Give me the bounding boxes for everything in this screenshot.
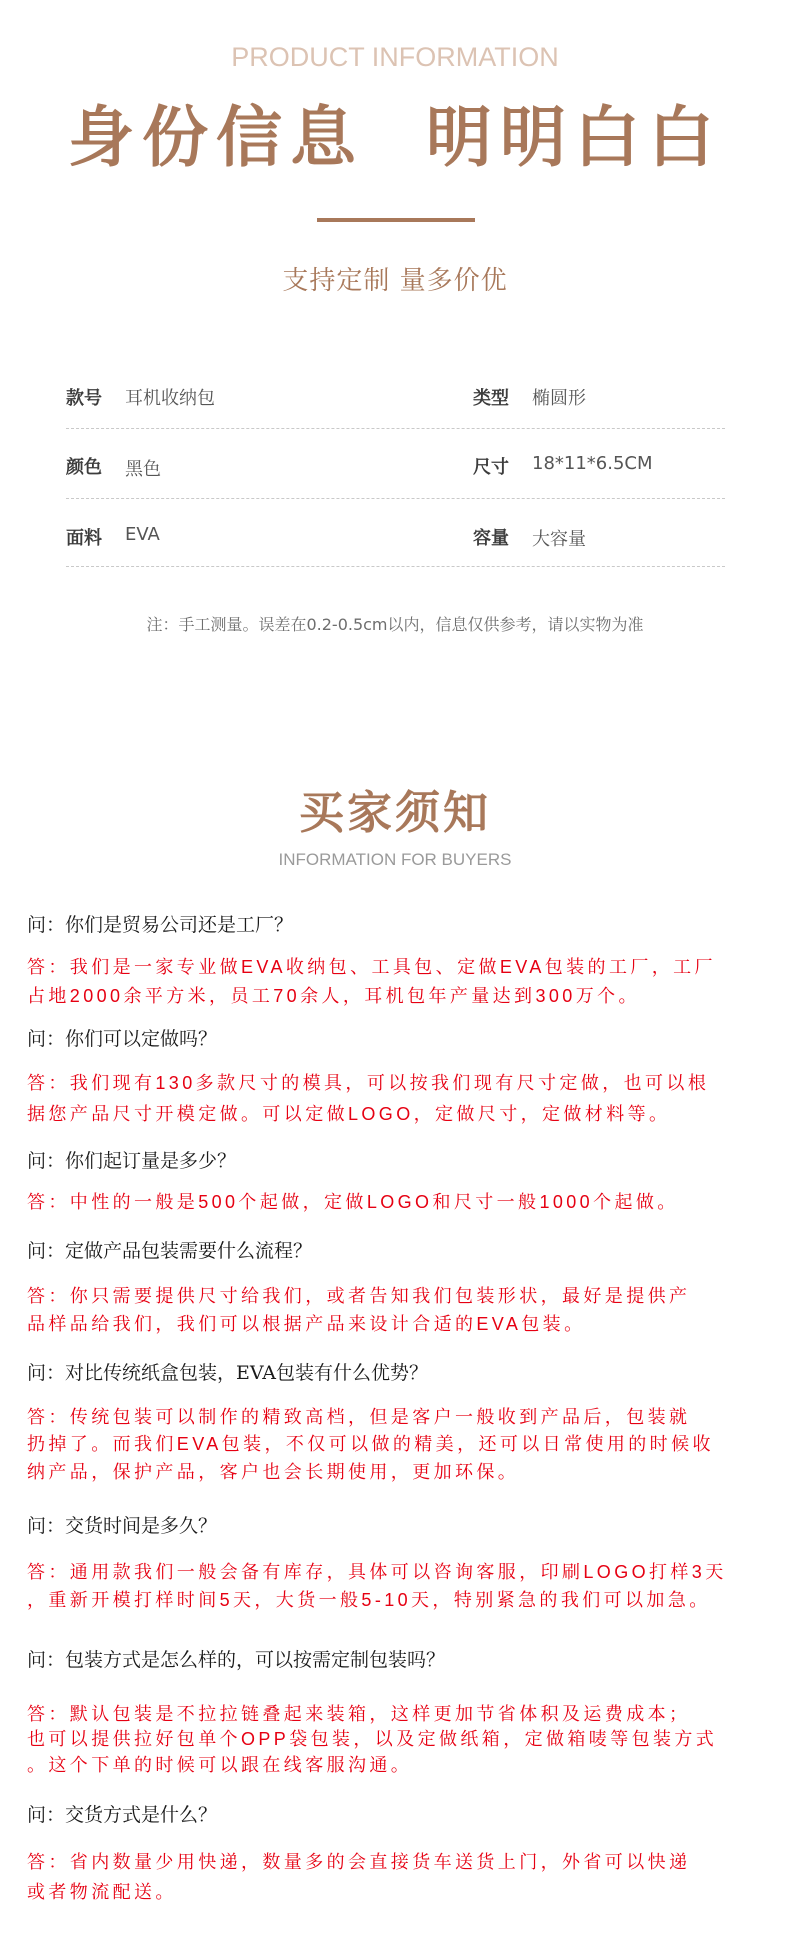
spec-value-type: 椭圆形	[532, 388, 586, 409]
faq-answer-line: 。这个下单的时候可以跟在线客服沟通。	[27, 1755, 413, 1775]
spec-label-type: 类型	[473, 388, 509, 409]
spec-value-size: 18*11*6.5CM	[532, 453, 653, 474]
spec-value-capacity: 大容量	[532, 529, 586, 550]
faq-question: 问：定做产品包装需要什么流程？	[27, 1240, 313, 1262]
faq-answer-line: ，重新开模打样时间5天，大货一般5-10天，特别紧急的我们可以加急。	[27, 1590, 711, 1610]
title-divider	[317, 218, 475, 222]
faq-question: 问：包装方式是怎么样的，可以按需定制包装吗？	[27, 1649, 446, 1671]
faq-question: 问：交货时间是多久？	[27, 1515, 218, 1537]
spec-divider	[66, 498, 725, 499]
section-eyebrow: PRODUCT INFORMATION	[231, 42, 559, 72]
faq-answer-line: 答：默认包装是不拉拉链叠起来装箱，这样更加节省体积及运费成本；	[27, 1704, 691, 1724]
faq-answer-line: 答：省内数量少用快递，数量多的会直接货车送货上门，外省可以快递	[27, 1852, 691, 1872]
faq-answer-line: 答：中性的一般是500个起做，定做LOGO和尺寸一般1000个起做。	[27, 1192, 679, 1212]
spec-value-model: 耳机收纳包	[125, 388, 215, 409]
faq-question: 问：交货方式是什么？	[27, 1804, 218, 1826]
faq-answer-line: 扔掉了。而我们EVA包装，不仅可以做的精美，还可以日常使用的时候收	[27, 1434, 714, 1454]
tagline: 支持定制 量多价优	[282, 266, 508, 296]
spec-label-material: 面料	[66, 528, 102, 549]
buyers-subtitle: INFORMATION FOR BUYERS	[278, 850, 512, 869]
spec-label-size: 尺寸	[473, 457, 509, 478]
faq-answer-line: 据您产品尺寸开模定做。可以定做LOGO，定做尺寸，定做材料等。	[27, 1104, 671, 1124]
faq-question: 问：你们可以定做吗？	[27, 1028, 218, 1050]
spec-label-capacity: 容量	[473, 528, 509, 549]
faq-question: 问：你们起订量是多少？	[27, 1150, 237, 1172]
spec-value-material: EVA	[125, 524, 160, 545]
faq-answer-line: 答：通用款我们一般会备有库存，具体可以咨询客服，印刷LOGO打样3天	[27, 1562, 727, 1582]
faq-answer-line: 纳产品，保护产品，客户也会长期使用，更加环保。	[27, 1462, 520, 1482]
spec-value-color: 黑色	[125, 459, 161, 480]
faq-answer-line: 品样品给我们，我们可以根据产品来设计合适的EVA包装。	[27, 1314, 586, 1334]
faq-answer-line: 答：传统包装可以制作的精致高档，但是客户一般收到产品后，包装就	[27, 1407, 691, 1427]
faq-answer-line: 或者物流配送。	[27, 1882, 177, 1902]
hero-title: 身份信息 明明白白	[68, 99, 722, 176]
spec-divider	[66, 428, 725, 429]
spec-label-model: 款号	[66, 388, 102, 409]
spec-divider	[66, 566, 725, 567]
faq-answer-line: 答：我们现有130多款尺寸的模具，可以按我们现有尺寸定做，也可以根	[27, 1073, 710, 1093]
buyers-title: 买家须知	[298, 786, 491, 839]
spec-label-color: 颜色	[66, 457, 102, 478]
measurement-note: 注：手工测量。误差在0.2-0.5cm以内，信息仅供参考，请以实物为准	[146, 615, 644, 634]
faq-question: 问：你们是贸易公司还是工厂？	[27, 914, 294, 936]
faq-answer-line: 答：你只需要提供尺寸给我们，或者告知我们包装形状，最好是提供产	[27, 1286, 691, 1306]
faq-question: 问：对比传统纸盒包装，EVA包装有什么优势？	[27, 1362, 429, 1384]
faq-answer-line: 占地2000余平方米，员工70余人，耳机包年产量达到300万个。	[27, 986, 640, 1006]
faq-answer-line: 也可以提供拉好包单个OPP袋包装，以及定做纸箱，定做箱唛等包装方式	[27, 1729, 718, 1749]
faq-answer-line: 答：我们是一家专业做EVA收纳包、工具包、定做EVA包装的工厂，工厂	[27, 957, 716, 977]
